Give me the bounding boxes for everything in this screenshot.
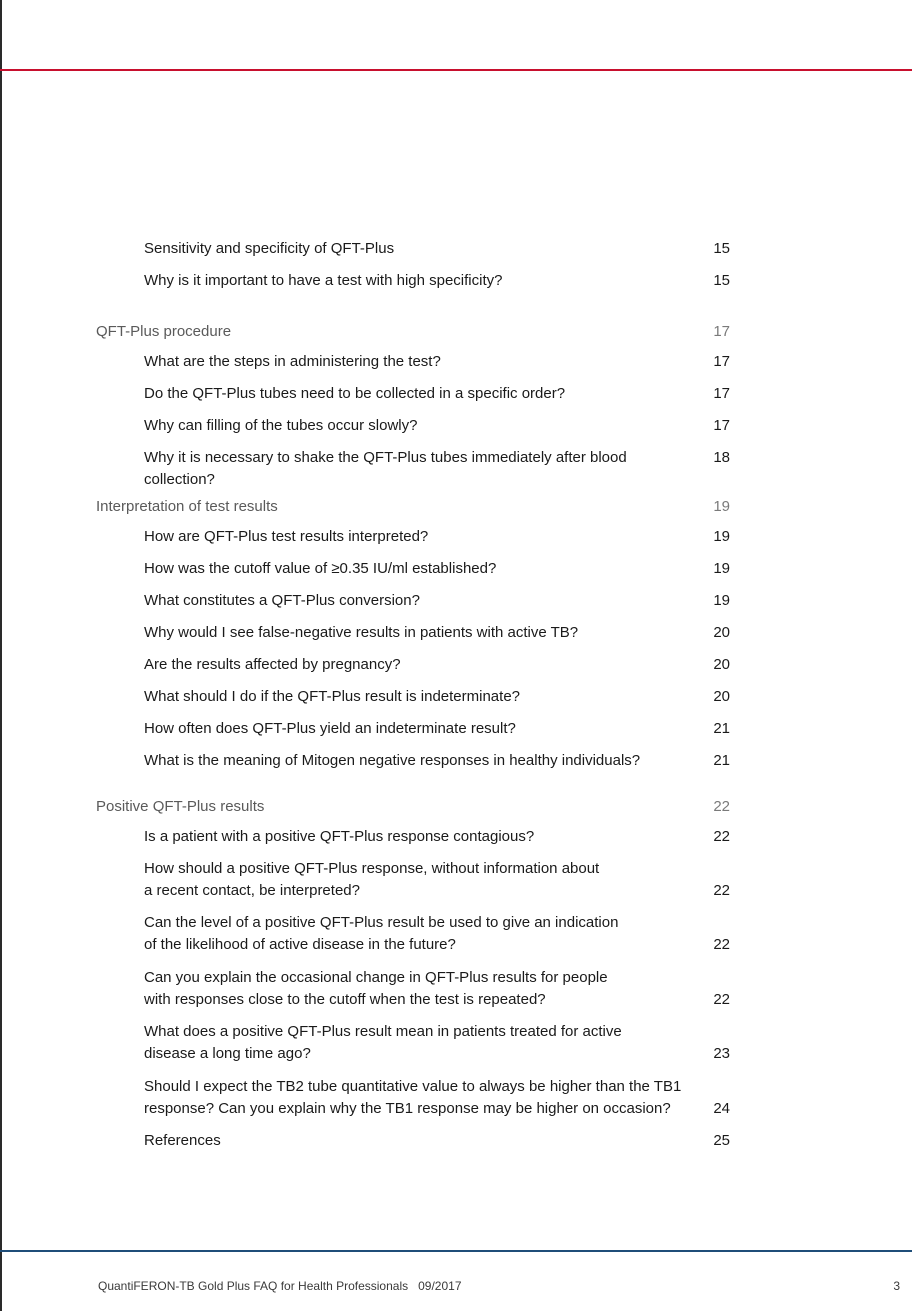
toc-entry-page: 17 <box>713 353 730 370</box>
toc-entry-title: How should a positive QFT-Plus response, without information about a recent contact, be interpreted? <box>144 860 600 899</box>
footer-rule <box>0 1250 912 1252</box>
toc-entry-page: 21 <box>713 720 730 737</box>
toc-entry-title: Are the results affected by pregnancy? <box>144 656 401 673</box>
toc-entry-title: What should I do if the QFT-Plus result is indeterminate? <box>144 688 521 705</box>
footer-page-number: 3 <box>893 1279 900 1293</box>
toc-entry-page: 24 <box>713 1100 730 1117</box>
toc-entry-page: 22 <box>713 991 730 1008</box>
toc-entry-title: How often does QFT-Plus yield an indeterminate result? <box>144 720 516 737</box>
toc-entry-page: 23 <box>713 1045 730 1062</box>
toc-entry-page: 19 <box>713 528 730 545</box>
toc-entry-title: How are QFT-Plus test results interpreted? <box>144 528 429 545</box>
toc-entry-page: 20 <box>713 624 730 641</box>
toc-entry-page: 19 <box>713 560 730 577</box>
toc-entry-page: 15 <box>713 272 730 289</box>
toc-entry-title: What is the meaning of Mitogen negative responses in healthy individuals? <box>144 752 641 769</box>
toc-entry-title: Do the QFT-Plus tubes need to be collected in a specific order? <box>144 385 566 402</box>
toc-entry-page: 20 <box>713 688 730 705</box>
toc-entry-page: 20 <box>713 656 730 673</box>
toc-entry-page: 22 <box>713 828 730 845</box>
toc-entry-title: Sensitivity and specificity of QFT-Plus <box>144 240 395 257</box>
toc-entry-title: What does a positive QFT-Plus result mean in patients treated for active disease a long time ago? <box>144 1023 622 1062</box>
toc-entry-title: Why is it important to have a test with high specificity? <box>144 272 503 289</box>
toc-entry-title: Interpretation of test results <box>96 498 278 515</box>
toc-entry-page: 22 <box>713 798 730 815</box>
toc-entry-title: Why can filling of the tubes occur slowly? <box>144 417 418 434</box>
toc-entry-page: 18 <box>713 449 730 466</box>
toc-entry-page: 17 <box>713 323 730 340</box>
page-left-border <box>0 0 2 1311</box>
toc-entry-title: Why it is necessary to shake the QFT-Plus tubes immediately after blood collection? <box>144 449 627 488</box>
toc-entry-page: 19 <box>713 592 730 609</box>
toc-entry-page: 19 <box>713 498 730 515</box>
toc-entry-title: Is a patient with a positive QFT-Plus response contagious? <box>144 828 535 845</box>
toc-entry-title: Why would I see false-negative results in patients with active TB? <box>144 624 579 641</box>
toc-entry-title: Should I expect the TB2 tube quantitative value to always be higher than the TB1 response? Can you explain why the TB1 response may be higher on occasion? <box>144 1078 682 1117</box>
toc-entry-page: 17 <box>713 417 730 434</box>
toc-entry-page: 22 <box>713 882 730 899</box>
toc-entry-title: Can you explain the occasional change in QFT-Plus results for people with responses close to the cutoff when the test is repeated? <box>144 969 608 1008</box>
toc-entry-page: 15 <box>713 240 730 257</box>
toc-entry-page: 21 <box>713 752 730 769</box>
header-rule <box>0 69 912 71</box>
toc-entry-page: 17 <box>713 385 730 402</box>
toc-entry-title: References <box>144 1132 221 1149</box>
toc-entry-title: QFT-Plus procedure <box>96 323 232 340</box>
toc-entry-page: 22 <box>713 936 730 953</box>
toc-entry-title: How was the cutoff value of ≥0.35 IU/ml established? <box>144 560 497 577</box>
toc-entry-page: 25 <box>713 1132 730 1149</box>
toc-entry-title: What constitutes a QFT-Plus conversion? <box>144 592 420 609</box>
toc-entry-title: What are the steps in administering the test? <box>144 353 441 370</box>
footer-title: QuantiFERON-TB Gold Plus FAQ for Health Professionals 09/2017 <box>98 1279 462 1293</box>
toc-entry-title: Positive QFT-Plus results <box>96 798 265 815</box>
toc-entry-title: Can the level of a positive QFT-Plus result be used to give an indication of the likelihood of active disease in the future? <box>144 914 619 953</box>
